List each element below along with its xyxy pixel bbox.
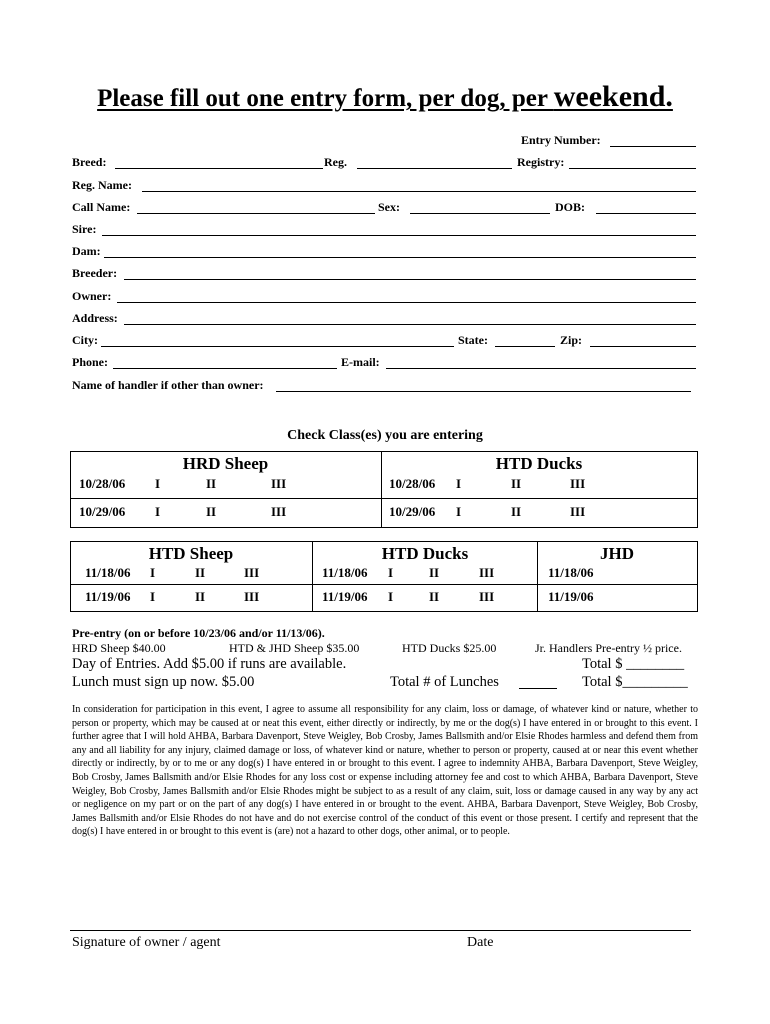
phone-label: Phone: [72, 355, 108, 369]
call-name-field[interactable] [137, 213, 375, 214]
class-ii-checkbox[interactable]: II [429, 589, 440, 604]
address-label: Address: [72, 311, 118, 325]
date-cell: 10/29/06 [79, 504, 126, 519]
date-cell: 11/18/06 [85, 565, 131, 580]
hrd-sheep-header: HRD Sheep [182, 454, 269, 473]
preentry-heading: Pre-entry (on or before 10/23/06 and/or 11/13/06). [72, 626, 325, 640]
sex-label: Sex: [378, 200, 400, 214]
date-cell: 10/29/06 [389, 504, 436, 519]
form-title [0, 80, 770, 114]
email-label: E-mail: [341, 355, 380, 369]
registry-label: Registry: [517, 155, 565, 169]
date-cell: 11/19/06 [85, 589, 131, 604]
jhd-date-checkbox[interactable]: 11/19/06 [548, 589, 594, 604]
dam-label: Dam: [72, 244, 101, 258]
check-classes-title: Check Class(es) you are entering [287, 428, 483, 443]
phone-field[interactable] [113, 368, 337, 369]
reg-field[interactable] [357, 168, 512, 169]
class-i-checkbox[interactable]: I [150, 589, 156, 604]
owner-label: Owner: [72, 289, 112, 303]
breed-field[interactable] [115, 168, 323, 169]
total-lunches-field[interactable] [519, 688, 557, 689]
city-field[interactable] [101, 346, 454, 347]
sex-field[interactable] [410, 213, 550, 214]
owner-field[interactable] [117, 302, 696, 303]
breed-label: Breed: [72, 155, 107, 169]
dam-field[interactable] [104, 257, 696, 258]
class-ii-checkbox[interactable]: II [429, 565, 440, 580]
handler-label: Name of handler if other than owner: [72, 378, 264, 392]
date-cell: 10/28/06 [389, 476, 436, 491]
class-iii-checkbox[interactable]: III [570, 504, 586, 519]
title-emphasis: weekend. [553, 80, 673, 113]
email-field[interactable] [386, 368, 696, 369]
total-lunches-label: Total # of Lunches [390, 674, 499, 690]
signature-line[interactable] [70, 930, 691, 931]
lunch-notice: Lunch must sign up now. $5.00 [72, 674, 255, 690]
class-i-checkbox[interactable]: I [456, 476, 462, 491]
liability-waiver: In consideration for participation in this event, I agree to assume all responsibility for any claim, loss or damage, of whatever kind or nature, whether to person or property, which may be caused at or neat this event, either directly or indirectly, by me or the dog(s) I have entered in or brought to this event. I further agree that I will hold AHBA, Barbara Davenport, Steve Weigley, Bob Crosby, James Ballsmith and/or Elsie Rhodes harmless and defend them from any and all liability for any injury, claimed damage or loss, of whatever kind or nature, whether to person or property, caused at or near this event whether directly or indirectly, by or to me or any dog(s) I have entered in or brought to this event. I agree to indemnity AHBA, Barbara Davenport, Steve Weigley, Bob Crosby, James Ballsmith and/or Elsie Rhodes for any loss cost or expense including attorney fee and cost to which AHBA, Barbara Davenport, Steve Weigley, Bob Crosby, James Ballsmith and/or Elsie Rhodes might be subject to as a result of any claim, suit, loss or damage caused in any way by any act or negligence on my part or on the part of any dog(s) I have entered in or brought to the event. AHBA, Barbara Davenport, Steve Weigley, Bob Crosby, James Ballsmith and/or Elsie Rhodes do not have and do not exercise control of the conduct of this event or those present. I certify and represent that the dog(s) I have entered in or brought to this event is (are) not a hazard to other dogs, other animal, or to people. [72, 704, 698, 838]
total-lunch-cost-field[interactable]: Total $_________ [582, 674, 688, 690]
registry-field[interactable] [569, 168, 696, 169]
reg-label: Reg. [324, 155, 347, 169]
entry-number-label: Entry Number: [521, 133, 601, 147]
class-i-checkbox[interactable]: I [155, 504, 161, 519]
date-cell: 11/19/06 [322, 589, 368, 604]
dob-field[interactable] [596, 213, 696, 214]
class-i-checkbox[interactable]: I [155, 476, 161, 491]
sire-label: Sire: [72, 222, 97, 236]
class-iii-checkbox[interactable]: III [271, 504, 287, 519]
class-i-checkbox[interactable]: I [388, 565, 394, 580]
hrd-sheep-price: HRD Sheep $40.00 [72, 641, 166, 655]
class-iii-checkbox[interactable]: III [570, 476, 586, 491]
address-field[interactable] [124, 324, 696, 325]
day-of-entries: Day of Entries. Add $5.00 if runs are available. [72, 656, 347, 672]
class-iii-checkbox[interactable]: III [244, 565, 260, 580]
htd-ducks-price: HTD Ducks $25.00 [402, 641, 497, 655]
class-iii-checkbox[interactable]: III [479, 565, 495, 580]
state-field[interactable] [495, 346, 555, 347]
htd-ducks-header: HTD Ducks [495, 454, 583, 473]
class-ii-checkbox[interactable]: II [511, 504, 522, 519]
state-label: State: [458, 333, 488, 347]
htd-ducks-header: HTD Ducks [381, 544, 469, 563]
htd-sheep-header: HTD Sheep [148, 544, 234, 563]
class-ii-checkbox[interactable]: II [206, 476, 217, 491]
class-i-checkbox[interactable]: I [150, 565, 156, 580]
class-iii-checkbox[interactable]: III [271, 476, 287, 491]
call-name-label: Call Name: [72, 200, 131, 214]
class-i-checkbox[interactable]: I [388, 589, 394, 604]
zip-field[interactable] [590, 346, 696, 347]
date-cell: 11/18/06 [322, 565, 368, 580]
signature-label: Signature of owner / agent [72, 935, 221, 950]
handler-field[interactable] [276, 391, 691, 392]
class-iii-checkbox[interactable]: III [244, 589, 260, 604]
city-label: City: [72, 333, 98, 347]
sire-field[interactable] [102, 235, 696, 236]
class-i-checkbox[interactable]: I [456, 504, 462, 519]
htd-jhd-sheep-price: HTD & JHD Sheep $35.00 [229, 641, 360, 655]
jr-handlers-price: Jr. Handlers Pre-entry ½ price. [535, 641, 682, 655]
jhd-date-checkbox[interactable]: 11/18/06 [548, 565, 594, 580]
zip-label: Zip: [560, 333, 583, 347]
breeder-label: Breeder: [72, 266, 118, 280]
class-ii-checkbox[interactable]: II [511, 476, 522, 491]
title-main: Please fill out one entry form, per dog, per [97, 85, 554, 112]
class-iii-checkbox[interactable]: III [479, 589, 495, 604]
entry-number-field[interactable] [610, 146, 696, 147]
class-ii-checkbox[interactable]: II [195, 565, 206, 580]
reg-name-field[interactable] [142, 191, 696, 192]
table-row-divider [70, 498, 697, 499]
class-ii-checkbox[interactable]: II [195, 589, 206, 604]
dob-label: DOB: [555, 200, 585, 214]
table-row-divider [70, 584, 697, 585]
jhd-header: JHD [600, 544, 634, 563]
total-entries-field[interactable]: Total $ ________ [582, 656, 685, 672]
reg-name-label: Reg. Name: [72, 178, 132, 192]
class-ii-checkbox[interactable]: II [206, 504, 217, 519]
date-cell: 10/28/06 [79, 476, 126, 491]
date-label: Date [467, 935, 494, 950]
breeder-field[interactable] [124, 279, 696, 280]
